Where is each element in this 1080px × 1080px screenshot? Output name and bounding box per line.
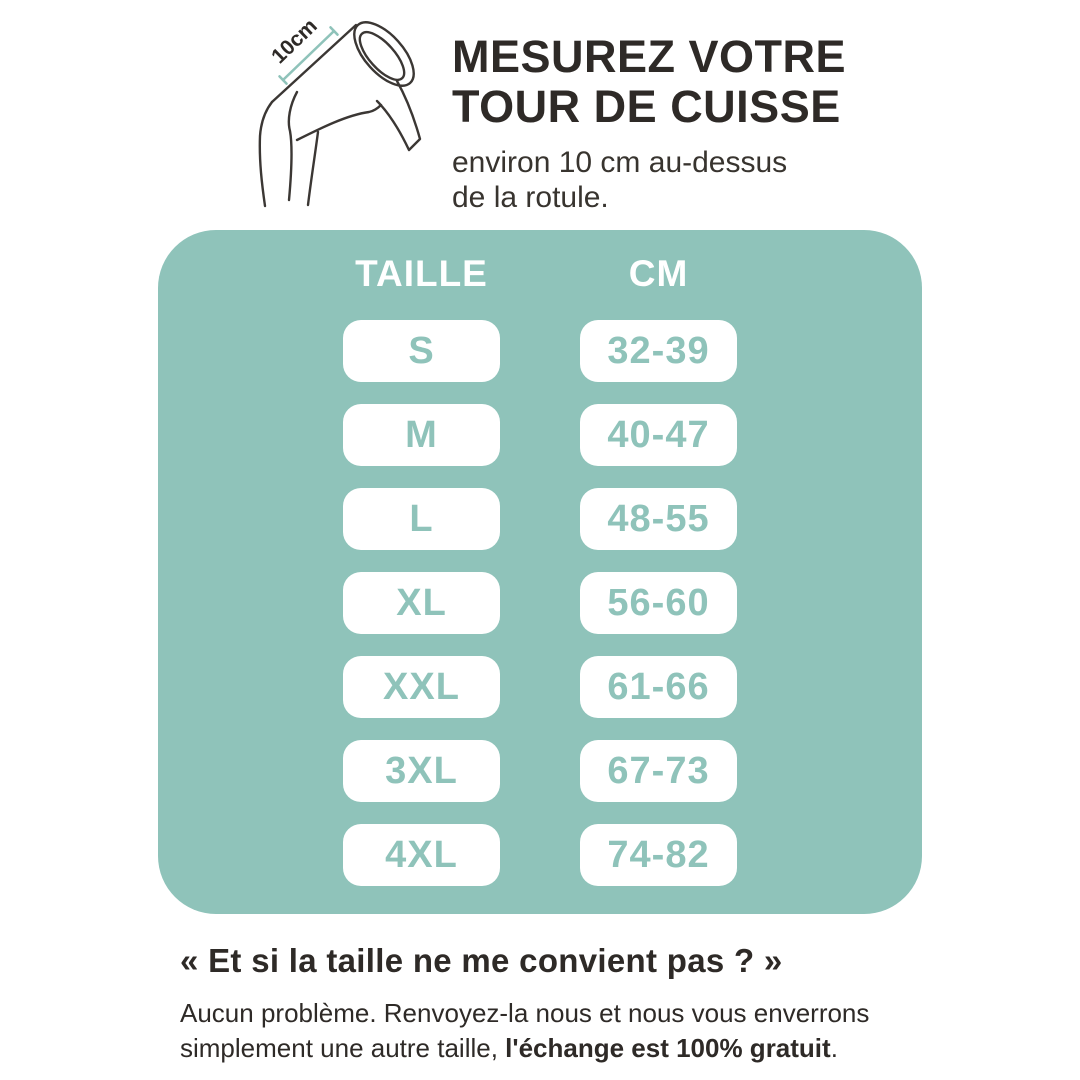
size-pill: M — [343, 404, 500, 466]
table-row — [343, 404, 737, 466]
thigh-measure-illustration — [245, 8, 445, 213]
table-row — [343, 740, 737, 802]
table-row — [343, 572, 737, 634]
table-row — [343, 824, 737, 886]
size-pill: L — [343, 488, 500, 550]
title-line-2: TOUR DE CUISSE — [452, 81, 841, 132]
footer-body-end: . — [830, 1033, 838, 1063]
size-chart-panel — [158, 230, 922, 914]
size-pill: 4XL — [343, 824, 500, 886]
subtitle-line-2: de la rotule. — [452, 181, 609, 214]
subtitle — [452, 145, 952, 215]
size-pill: S — [343, 320, 500, 382]
footer-body — [180, 996, 925, 1066]
cm-pill: 40-47 — [580, 404, 737, 466]
table-row — [343, 320, 737, 382]
cm-pill: 61-66 — [580, 656, 737, 718]
footer-body-bold: l'échange est 100% gratuit — [505, 1033, 831, 1063]
header — [452, 32, 952, 215]
size-pill: 3XL — [343, 740, 500, 802]
size-table-header — [343, 254, 737, 294]
cm-pill: 56-60 — [580, 572, 737, 634]
measure-label: 10cm — [267, 14, 322, 69]
cm-pill: 48-55 — [580, 488, 737, 550]
size-table — [343, 254, 737, 886]
size-table-rows — [343, 320, 737, 886]
footer-question: « Et si la taille ne me convient pas ? » — [180, 942, 783, 979]
subtitle-line-1: environ 10 cm au-dessus — [452, 146, 788, 179]
column-header-cm: CM — [628, 253, 689, 294]
cm-pill: 74-82 — [580, 824, 737, 886]
size-pill: XL — [343, 572, 500, 634]
title-line-1: MESUREZ VOTRE — [452, 31, 847, 82]
footer — [180, 941, 925, 1066]
column-header-taille: TAILLE — [355, 253, 488, 294]
table-row — [343, 656, 737, 718]
footer-body-regular: Aucun problème. Renvoyez-la nous et nous vous enverrons simplement une autre taille, — [180, 998, 870, 1063]
cm-pill: 32-39 — [580, 320, 737, 382]
table-row — [343, 488, 737, 550]
cm-pill: 67-73 — [580, 740, 737, 802]
page-title — [452, 32, 952, 132]
size-pill: XXL — [343, 656, 500, 718]
